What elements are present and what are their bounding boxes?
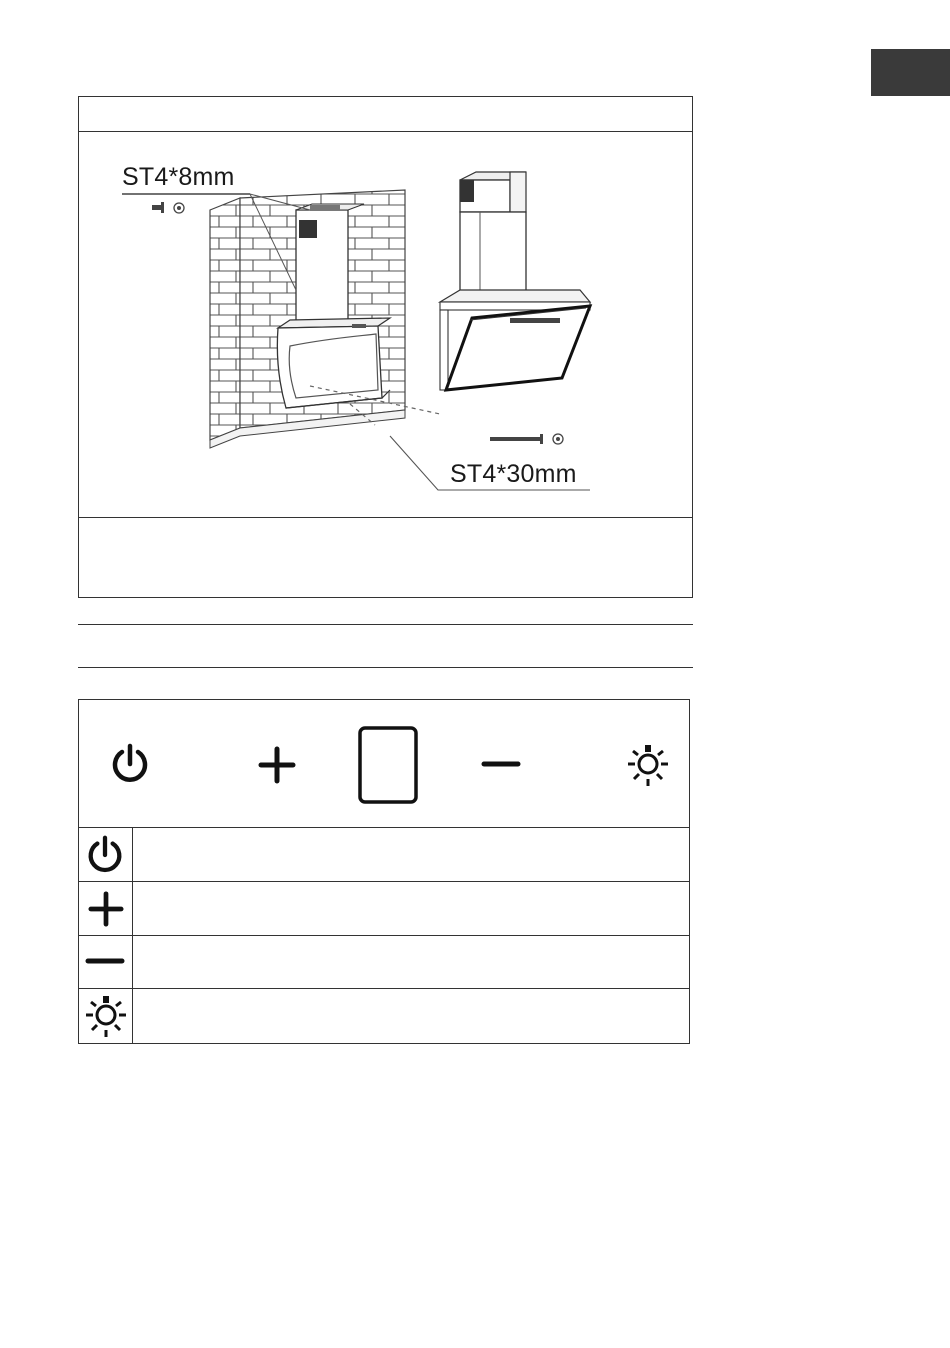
legend-row-light xyxy=(84,993,128,1039)
power-icon xyxy=(84,834,126,876)
panel-light-button[interactable] xyxy=(626,742,670,788)
figure-footer-divider xyxy=(78,517,693,518)
plus-icon xyxy=(258,746,296,784)
panel-row-divider-3 xyxy=(78,988,690,989)
display-window-icon xyxy=(358,726,418,804)
minus-icon xyxy=(85,949,125,973)
power-icon xyxy=(108,742,152,786)
light-bulb-icon xyxy=(626,742,670,788)
legend-row-power xyxy=(84,834,126,876)
panel-row-divider-1 xyxy=(78,881,690,882)
installation-drawing xyxy=(100,150,620,510)
section-rule-top xyxy=(78,624,693,625)
section-rule-bottom xyxy=(78,667,693,668)
screw-short-label: ST4*8mm xyxy=(122,163,235,191)
panel-power-button[interactable] xyxy=(108,742,152,786)
panel-minus-button[interactable] xyxy=(481,752,521,776)
plus-icon xyxy=(88,891,124,927)
legend-row-plus xyxy=(88,891,124,927)
language-tab xyxy=(871,49,950,96)
panel-row-divider-2 xyxy=(78,935,690,936)
legend-row-minus xyxy=(85,949,125,973)
minus-icon xyxy=(481,752,521,776)
panel-plus-button[interactable] xyxy=(258,746,296,784)
screw-long-label: ST4*30mm xyxy=(450,460,577,488)
panel-row-divider-0 xyxy=(78,827,690,828)
panel-display-window xyxy=(358,726,418,804)
figure-header-divider xyxy=(78,131,693,132)
light-bulb-icon xyxy=(84,993,128,1039)
legend-column-divider xyxy=(132,827,133,1044)
